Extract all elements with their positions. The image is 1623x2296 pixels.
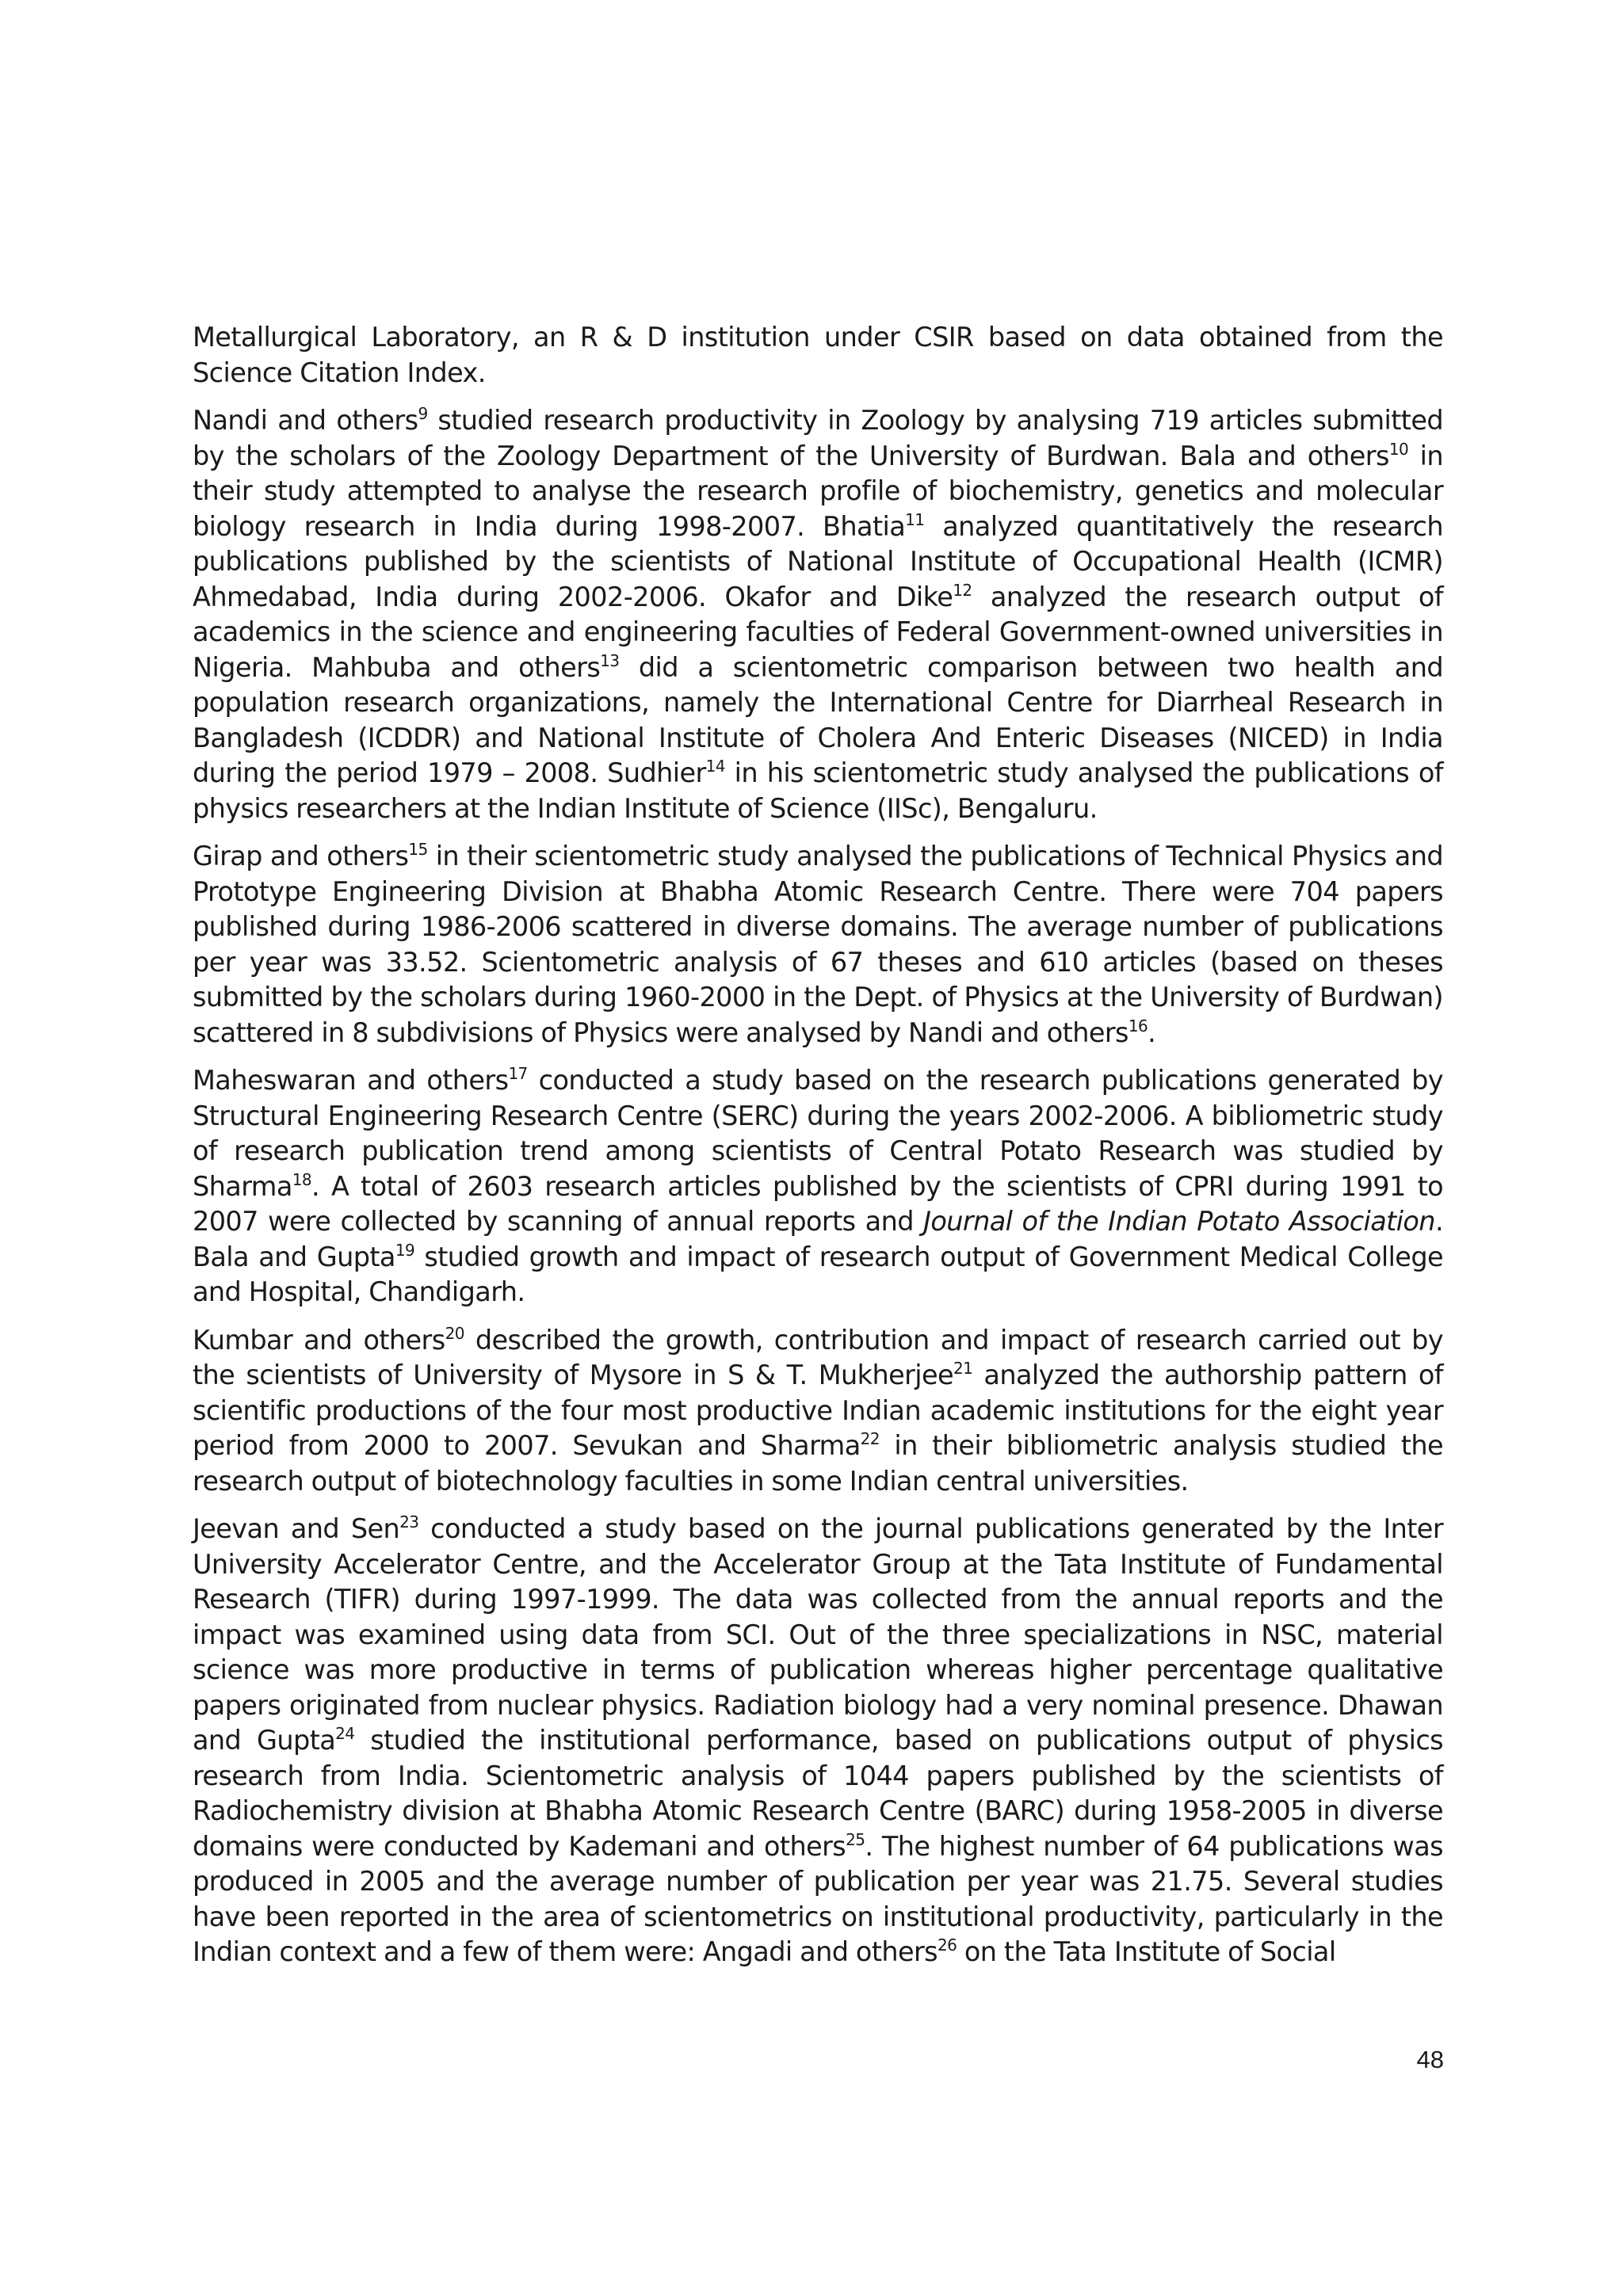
citation-superscript: 23 — [399, 1512, 419, 1531]
paragraph-text: Nandi and others — [193, 405, 418, 436]
citation-superscript: 9 — [418, 404, 428, 423]
paragraph-text: did a scientometric comparison between two health and population research organizations, namely the International Centre for Diarrheal Research in Bangladesh (ICDDR) and National Institute of Cholera And Enteric Diseases (NICED) in India during the period 1979 – 2008. Sudhier — [193, 651, 1443, 788]
paragraph-text: studied growth and impact of research output of Government Medical College and Hospital, Chandigarh. — [193, 1241, 1443, 1307]
citation-superscript: 18 — [292, 1169, 312, 1189]
paragraph-text: studied the institutional performance, based on publications output of physics research from India. Scientometric analysis of 1044 papers published by the scientists of Radiochemistry division at Bhabha Atomic Research Centre (BARC) during 1958-2005 in diverse domains were conducted by Kademani and others — [193, 1725, 1443, 1862]
paragraph-institutional-studies — [193, 403, 1443, 826]
paragraph-text: Metallurgical Laboratory, an R & D institution under CSIR based on data obtained from the Science Citation Index. — [193, 322, 1443, 388]
paragraph-text: studied research productivity in Zoology by analysing 719 articles submitted by the scholars of the Zoology Department of the University of Burdwan. Bala and others — [193, 405, 1443, 471]
paragraph-text: Girap and others — [193, 841, 409, 871]
citation-superscript: 22 — [860, 1429, 880, 1448]
citation-superscript: 21 — [953, 1359, 973, 1378]
citation-superscript: 11 — [905, 509, 925, 529]
paragraph-text: Maheswaran and others — [193, 1065, 509, 1096]
paragraph-text: conducted a study based on the journal publications generated by the Inter University Accelerator Centre, and the Accelerator Group at the Tata Institute of Fundamental Research (TIFR) during 1997-1999. The data was collected from the annual reports and the impact was examined using data from SCI. Out of the three specializations in NSC, material science was more productive in terms of publication whereas higher percentage qualitative papers originated from nuclear physics. Radiation biology had a very nominal presence. Dhawan and Gupta — [193, 1513, 1443, 1756]
paragraph-text: Kumbar and others — [193, 1324, 445, 1356]
paragraph-kumbar — [193, 1323, 1443, 1500]
paragraph-text: in his scientometric study analysed the publications of physics researchers at the Indian Institute of Science (IISc), Bengaluru. — [193, 757, 1443, 824]
paragraph-text: Jeevan and Sen — [193, 1513, 400, 1544]
page-number: 48 — [1416, 2046, 1444, 2073]
citation-superscript: 19 — [395, 1240, 415, 1260]
citation-superscript: 20 — [445, 1323, 464, 1343]
citation-superscript: 17 — [508, 1064, 528, 1083]
paragraph-text: . A total of 2603 research articles published by the scientists of CPRI during 1991 to 2007 were collected by scanning of annual reports and — [193, 1170, 1443, 1237]
citation-superscript: 26 — [938, 1936, 957, 1955]
paragraph-text: . Bala and Gupta — [193, 1206, 1443, 1272]
page-body — [193, 320, 1443, 1983]
paragraph-text: analyzed the research output of academics in the science and engineering faculties of Federal Government-owned universities in Nigeria. Mahbuba and others — [193, 581, 1443, 683]
citation-superscript: 24 — [335, 1724, 355, 1743]
citation-superscript: 15 — [408, 840, 428, 859]
citation-superscript: 14 — [705, 757, 725, 776]
citation-superscript: 16 — [1128, 1016, 1148, 1035]
citation-superscript: 10 — [1388, 439, 1409, 459]
paragraph-text: in their study attempted to analyse the research profile of biochemistry, genetics and molecular biology research in India during 1998-2007. Bhatia — [193, 440, 1443, 542]
citation-superscript: 13 — [600, 650, 620, 670]
paragraph-text: . — [1148, 1016, 1156, 1048]
paragraph-text: described the growth, contribution and impact of research carried out by the scientists of University of Mysore in S & T. Mukherjee — [193, 1324, 1443, 1390]
paragraph-text: analyzed the authorship pattern of scientific productions of the four most productive Indian academic institutions for the eight year period from 2000 to 2007. Sevukan and Sharma — [193, 1360, 1443, 1461]
journal-title: Journal of the Indian Potato Association — [923, 1206, 1435, 1237]
paragraph-text: . The highest number of 64 publications was produced in 2005 and the average number of publication per year was 21.75. Several studies have been reported in the area of scientometrics on institutional productivity, particularly in the Indian context and a few of them were: Angadi and others — [193, 1830, 1443, 1967]
paragraph-text: analyzed quantitatively the research publications published by the scientists of National Institute of Occupational Health (ICMR) Ahmedabad, India during 2002-2006. Okafor and Dike — [193, 510, 1443, 612]
citation-superscript: 25 — [846, 1829, 865, 1849]
paragraph-continuation — [193, 320, 1443, 391]
paragraph-text: in their bibliometric analysis studied the research output of biotechnology faculties in some Indian central universities. — [193, 1430, 1443, 1497]
paragraph-text: conducted a study based on the research publications generated by Structural Engineering Research Centre (SERC) during the years 2002-2006. A bibliometric study of research publication trend among scientists of Central Potato Research was studied by Sharma — [193, 1065, 1443, 1202]
paragraph-text: in their scientometric study analysed the publications of Technical Physics and Prototype Engineering Division at Bhabha Atomic Research Centre. There were 704 papers published during 1986-2006 scattered in diverse domains. The average number of publications per year was 33.52. Scientometric analysis of 67 theses and 610 articles (based on theses submitted by the scholars during 1960-2000 in the Dept. of Physics at the University of Burdwan) scattered in 8 subdivisions of Physics were analysed by Nandi and others — [193, 841, 1443, 1048]
paragraph-jeevan — [193, 1512, 1443, 1970]
paragraph-girap — [193, 839, 1443, 1051]
paragraph-maheswaran — [193, 1063, 1443, 1310]
paragraph-text: on the Tata Institute of Social — [957, 1936, 1336, 1967]
citation-superscript: 12 — [953, 580, 972, 600]
